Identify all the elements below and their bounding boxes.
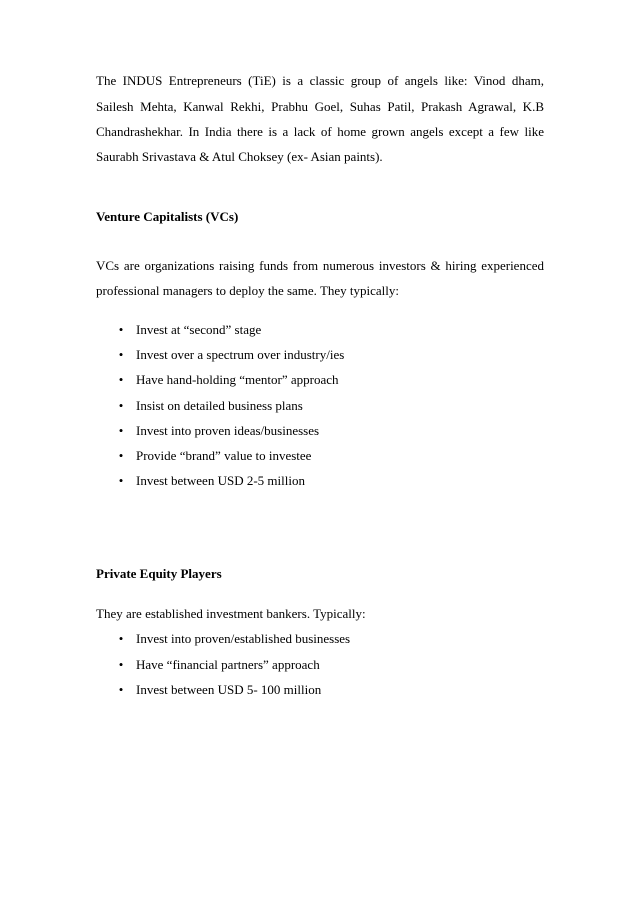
bullet-icon: • [118,631,124,646]
pe-paragraph-line: They are established investment bankers. Typically: [96,606,366,621]
list-item-text: Invest between USD 2-5 million [136,473,305,488]
list-item-text: Invest over a spectrum over industry/ies [136,347,345,362]
section-heading-pe: Private Equity Players [96,566,222,581]
bullet-icon: • [118,398,124,413]
list-item-text: Invest between USD 5- 100 million [136,682,322,697]
bullet-icon: • [118,347,124,362]
list-item-text: Insist on detailed business plans [136,398,303,413]
list-item-text: Have “financial partners” approach [136,657,320,672]
bullet-icon: • [118,657,124,672]
list-item-text: Invest into proven/established businesses [136,631,351,646]
list-item-text: Provide “brand” value to investee [136,448,312,463]
bullet-icon: • [118,372,124,387]
intro-line: Chandrashekhar. In India there is a lack of home grown angels except a few like [96,124,544,139]
vc-paragraph-line: professional managers to deploy the same. They typically: [96,283,400,298]
bullet-icon: • [118,682,124,697]
intro-line: Saurabh Srivastava & Atul Choksey (ex- Asian paints). [96,149,383,164]
bullet-icon: • [118,473,124,488]
bullet-icon: • [118,448,124,463]
list-item-text: Have hand-holding “mentor” approach [136,372,339,387]
bullet-icon: • [118,423,124,438]
vc-paragraph-line: VCs are organizations raising funds from numerous investors & hiring experienced [96,258,544,273]
intro-line: The INDUS Entrepreneurs (TiE) is a classic group of angels like: Vinod dham, [96,73,544,88]
list-item-text: Invest into proven ideas/businesses [136,423,320,438]
bullet-icon: • [118,322,124,337]
section-heading-vc: Venture Capitalists (VCs) [96,209,239,224]
intro-line: Sailesh Mehta, Kanwal Rekhi, Prabhu Goel, Suhas Patil, Prakash Agrawal, K.B [96,99,544,114]
list-item-text: Invest at “second” stage [136,322,262,337]
